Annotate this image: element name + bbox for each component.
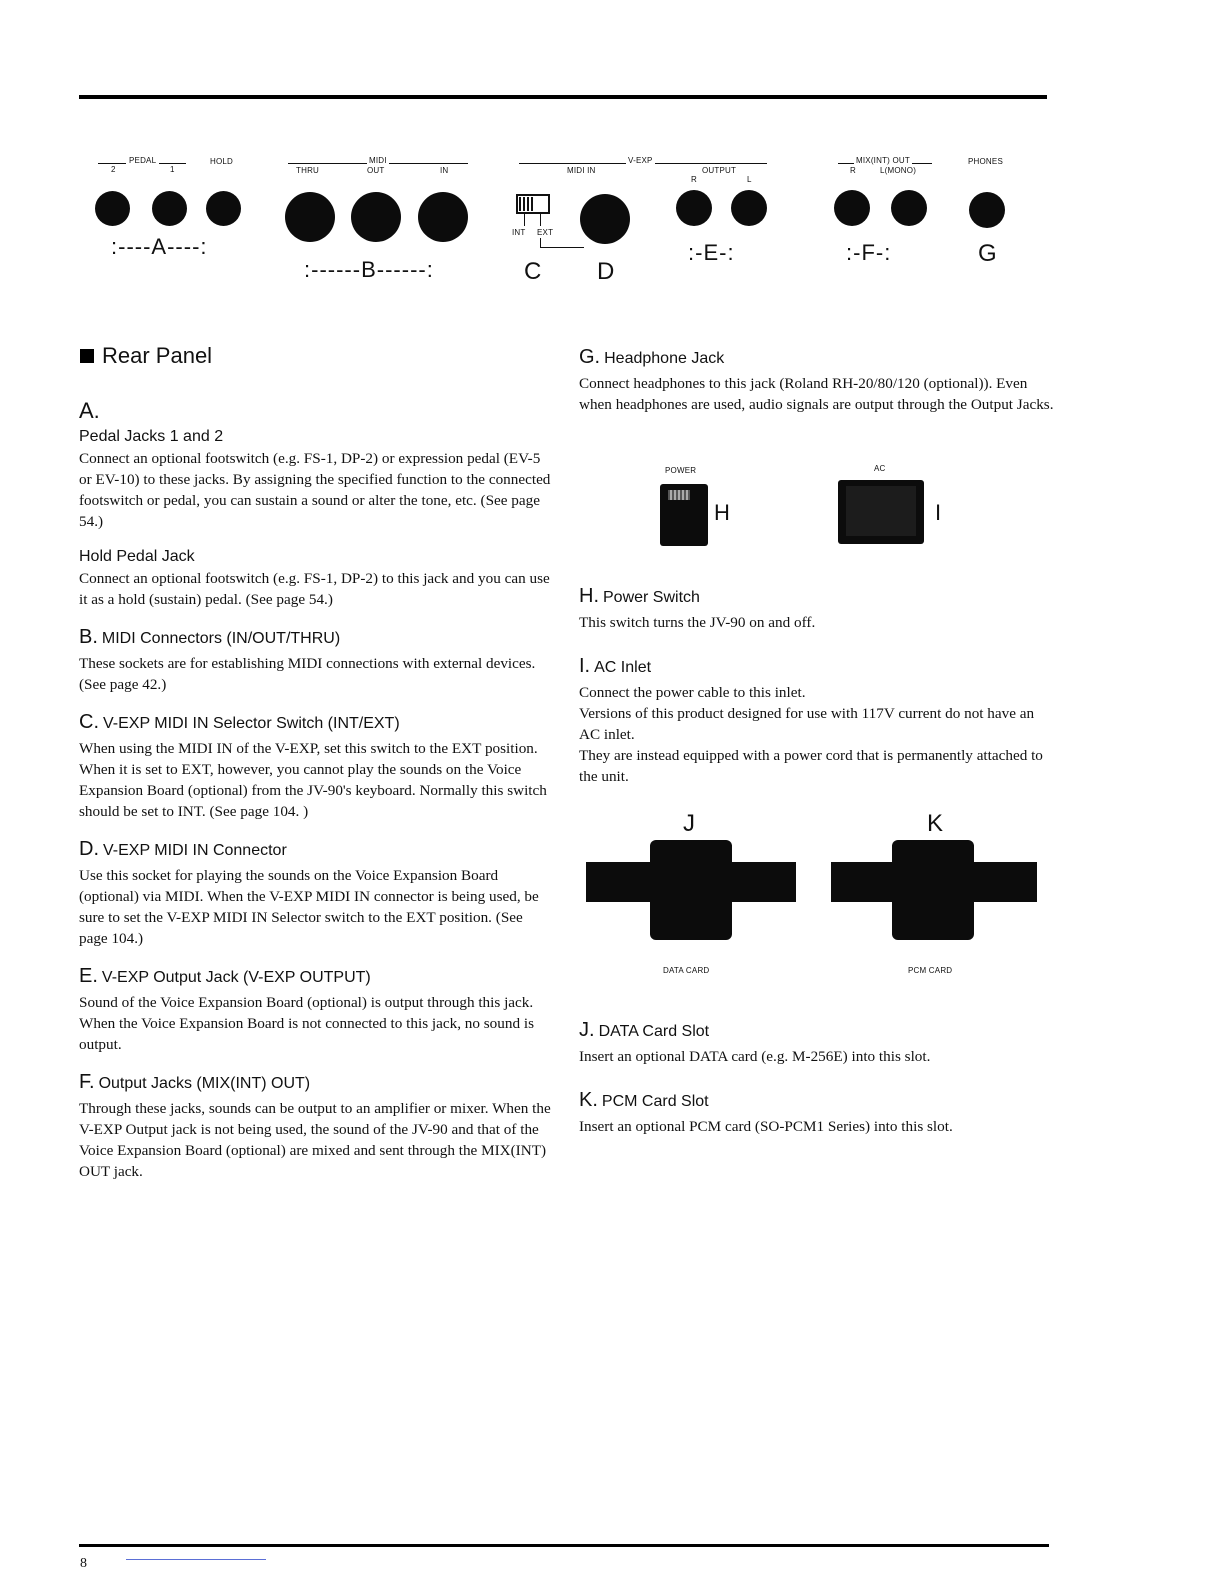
- section-j-title: DATA Card Slot: [598, 1023, 710, 1040]
- phones-jack: [969, 192, 1005, 228]
- vexp-output-l-jack: [731, 190, 767, 226]
- section-a-sub1-title: Pedal Jacks 1 and 2: [79, 428, 224, 445]
- section-e-body: Sound of the Voice Expansion Board (optional) is output through this jack. When the Voice Expansion Board is not connected to this jack, no sound is output.: [79, 994, 534, 1053]
- section-f-title: Output Jacks (MIX(INT) OUT): [98, 1075, 311, 1092]
- label-int: INT: [512, 228, 526, 237]
- section-f: F. Output Jacks (MIX(INT) OUT) Through these jacks, sounds can be output to an amplifier or mixer. When the V-EXP Output jack is not being used, the sound of the JV-90 and that of the Voice Expansion Board (optional) are mixed and sent through the MIX(INT) OUT jack.: [79, 1071, 554, 1182]
- label-data-card: DATA CARD: [663, 966, 710, 975]
- footer-line: [126, 1559, 266, 1560]
- section-h-title: Power Switch: [603, 589, 700, 606]
- section-h: H. Power Switch This switch turns the JV-90 on and off.: [579, 585, 1054, 633]
- midi-thru-jack: [285, 192, 335, 242]
- section-c: C. V-EXP MIDI IN Selector Switch (INT/EXT) When using the MIDI IN of the V-EXP, set this switch to the EXT position. When it is set to EXT, however, you cannot play the sounds on the Voice Expansion Board (optional) from the JV-90's keyboard. Normally this switch should be set to INT. (See page 104. ): [79, 711, 554, 822]
- section-b-title: MIDI Connectors (IN/OUT/THRU): [101, 630, 341, 647]
- left-column: [79, 398, 554, 1182]
- label-pedal-2: 2: [111, 165, 116, 174]
- letter-j: J: [683, 810, 695, 837]
- section-a-sub2-title: Hold Pedal Jack: [79, 548, 195, 565]
- midi-in-jack: [418, 192, 468, 242]
- pedal-jack-1: [152, 191, 187, 226]
- label-output: OUTPUT: [702, 166, 737, 175]
- midi-out-jack: [351, 192, 401, 242]
- letter-g: G: [978, 240, 997, 267]
- int-ext-switch: [516, 194, 550, 214]
- section-i-body-1: Connect the power cable to this inlet.: [579, 684, 806, 701]
- section-i-body-2: Versions of this product designed for use with 117V current do not have an AC inlet.: [579, 705, 1035, 743]
- section-f-body: Through these jacks, sounds can be output to an amplifier or mixer. When the V-EXP Output jack is not being used, the sound of the JV-90 and that of the Voice Expansion Board (optional) are mixed and sent through the MIX(INT) OUT jack.: [79, 1100, 551, 1180]
- section-g: G. Headphone Jack Connect headphones to this jack (Roland RH-20/80/120 (optional)). Even when headphones are used, audio signals are output through the Output Jacks.: [579, 346, 1054, 413]
- section-a-sub1-body: Connect an optional footswitch (e.g. FS-1, DP-2) or expression pedal (EV-5 or EV-10) to these jacks. By assigning the specified function to the connected footswitch or pedal, you can sustain a sound or alter the tone, etc. (See page 54.): [79, 450, 551, 530]
- ac-inlet-shape: [838, 480, 924, 544]
- vexp-midi-in-jack: [580, 194, 630, 244]
- label-ext: EXT: [537, 228, 554, 237]
- letter-d: D: [597, 258, 615, 285]
- label-out: OUT: [367, 166, 385, 175]
- top-rule: [79, 95, 1047, 99]
- label-phones: PHONES: [968, 157, 1003, 166]
- section-c-body: When using the MIDI IN of the V-EXP, set this switch to the EXT position. When it is set to EXT, however, you cannot play the sounds on the Voice Expansion Board (optional) from the JV-90's keyboard. Normally this switch should be set to INT. (See page 104. ): [79, 740, 547, 820]
- label-midi: MIDI: [369, 156, 387, 165]
- section-g-title: Headphone Jack: [604, 350, 725, 367]
- label-output-l: L: [747, 175, 752, 184]
- letter-c: C: [524, 258, 542, 285]
- label-pedal-1: 1: [170, 165, 175, 174]
- section-d-body: Use this socket for playing the sounds on the Voice Expansion Board (optional) via MIDI. When the V-EXP MIDI IN connector is being used, be sure to set the V-EXP MIDI IN Selector switch to the EXT position. (See page 104.): [79, 867, 539, 947]
- section-a-sub2-body: Connect an optional footswitch (e.g. FS-1, DP-2) to this jack and you can use it as a hold (sustain) pedal. (See page 54.): [79, 570, 550, 608]
- label-output-r: R: [691, 175, 697, 184]
- section-i-title: AC Inlet: [594, 659, 652, 676]
- label-hold: HOLD: [210, 157, 234, 166]
- section-k-body: Insert an optional PCM card (SO-PCM1 Series) into this slot.: [579, 1118, 953, 1135]
- section-a: [79, 398, 554, 610]
- section-i: I. AC Inlet Connect the power cable to this inlet. Versions of this product designed for use with 117V current do not have an AC inlet. They are instead equipped with a power cord that is permanently attached to the unit.: [579, 655, 1054, 787]
- label-in: IN: [440, 166, 449, 175]
- page-heading: Rear Panel: [80, 343, 212, 369]
- vexp-output-r-jack: [676, 190, 712, 226]
- bracket-b: :------B------:: [304, 257, 434, 282]
- page-number: 8: [80, 1556, 87, 1571]
- section-d: D. V-EXP MIDI IN Connector Use this socket for playing the sounds on the Voice Expansion Board (optional) via MIDI. When the V-EXP MIDI IN connector is being used, be sure to set the V-EXP MIDI IN Selector switch to the EXT position. (See page 104.): [79, 838, 554, 949]
- bottom-rule: [79, 1544, 1049, 1547]
- section-j-body: Insert an optional DATA card (e.g. M-256E) into this slot.: [579, 1048, 931, 1065]
- label-power: POWER: [665, 466, 697, 475]
- power-switch-shape: [660, 484, 708, 546]
- section-e: E. V-EXP Output Jack (V-EXP OUTPUT) Sound of the Voice Expansion Board (optional) is output through this jack. When the Voice Expansion Board is not connected to this jack, no sound is output.: [79, 965, 554, 1055]
- mix-out-l-jack: [891, 190, 927, 226]
- mix-out-r-jack: [834, 190, 870, 226]
- label-vexp-midi-in: MIDI IN: [567, 166, 596, 175]
- bracket-a: :----A----:: [111, 234, 208, 259]
- section-b: B. MIDI Connectors (IN/OUT/THRU) These sockets are for establishing MIDI connections with external devices. (See page 42.): [79, 626, 554, 695]
- letter-i: I: [935, 500, 942, 525]
- letter-k: K: [927, 810, 944, 837]
- section-h-body: This switch turns the JV-90 on and off.: [579, 614, 816, 631]
- section-g-body: Connect headphones to this jack (Roland RH-20/80/120 (optional)). Even when headphones are used, audio signals are output through the Output Jacks.: [579, 375, 1054, 413]
- section-d-title: V-EXP MIDI IN Connector: [103, 842, 287, 859]
- pedal-jack-2: [95, 191, 130, 226]
- section-k: K. PCM Card Slot Insert an optional PCM card (SO-PCM1 Series) into this slot.: [579, 1089, 1054, 1137]
- label-mix-l: L(MONO): [880, 166, 917, 175]
- data-card-slot-body: [650, 840, 732, 940]
- label-mix-r: R: [850, 166, 856, 175]
- section-a-letter: A.: [79, 398, 100, 423]
- section-b-body: These sockets are for establishing MIDI connections with external devices. (See page 42.): [79, 655, 536, 693]
- section-c-title: V-EXP MIDI IN Selector Switch (INT/EXT): [103, 715, 400, 732]
- letter-h: H: [714, 500, 730, 525]
- label-thru: THRU: [296, 166, 320, 175]
- section-e-title: V-EXP Output Jack (V-EXP OUTPUT): [101, 969, 371, 986]
- label-pedal: PEDAL: [126, 156, 159, 165]
- hold-jack: [206, 191, 241, 226]
- label-pcm-card: PCM CARD: [908, 966, 953, 975]
- bracket-e: :-E-:: [688, 240, 735, 265]
- bracket-f: :-F-:: [846, 240, 892, 265]
- label-mix-out: MIX(INT) OUT: [856, 156, 910, 165]
- label-vexp: V-EXP: [628, 156, 653, 165]
- pcm-card-slot-body: [892, 840, 974, 940]
- label-ac: AC: [874, 464, 886, 473]
- section-i-body-3: They are instead equipped with a power cord that is permanently attached to the unit.: [579, 747, 1043, 785]
- section-k-title: PCM Card Slot: [601, 1093, 709, 1110]
- section-j: J. DATA Card Slot Insert an optional DATA card (e.g. M-256E) into this slot.: [579, 1019, 1054, 1067]
